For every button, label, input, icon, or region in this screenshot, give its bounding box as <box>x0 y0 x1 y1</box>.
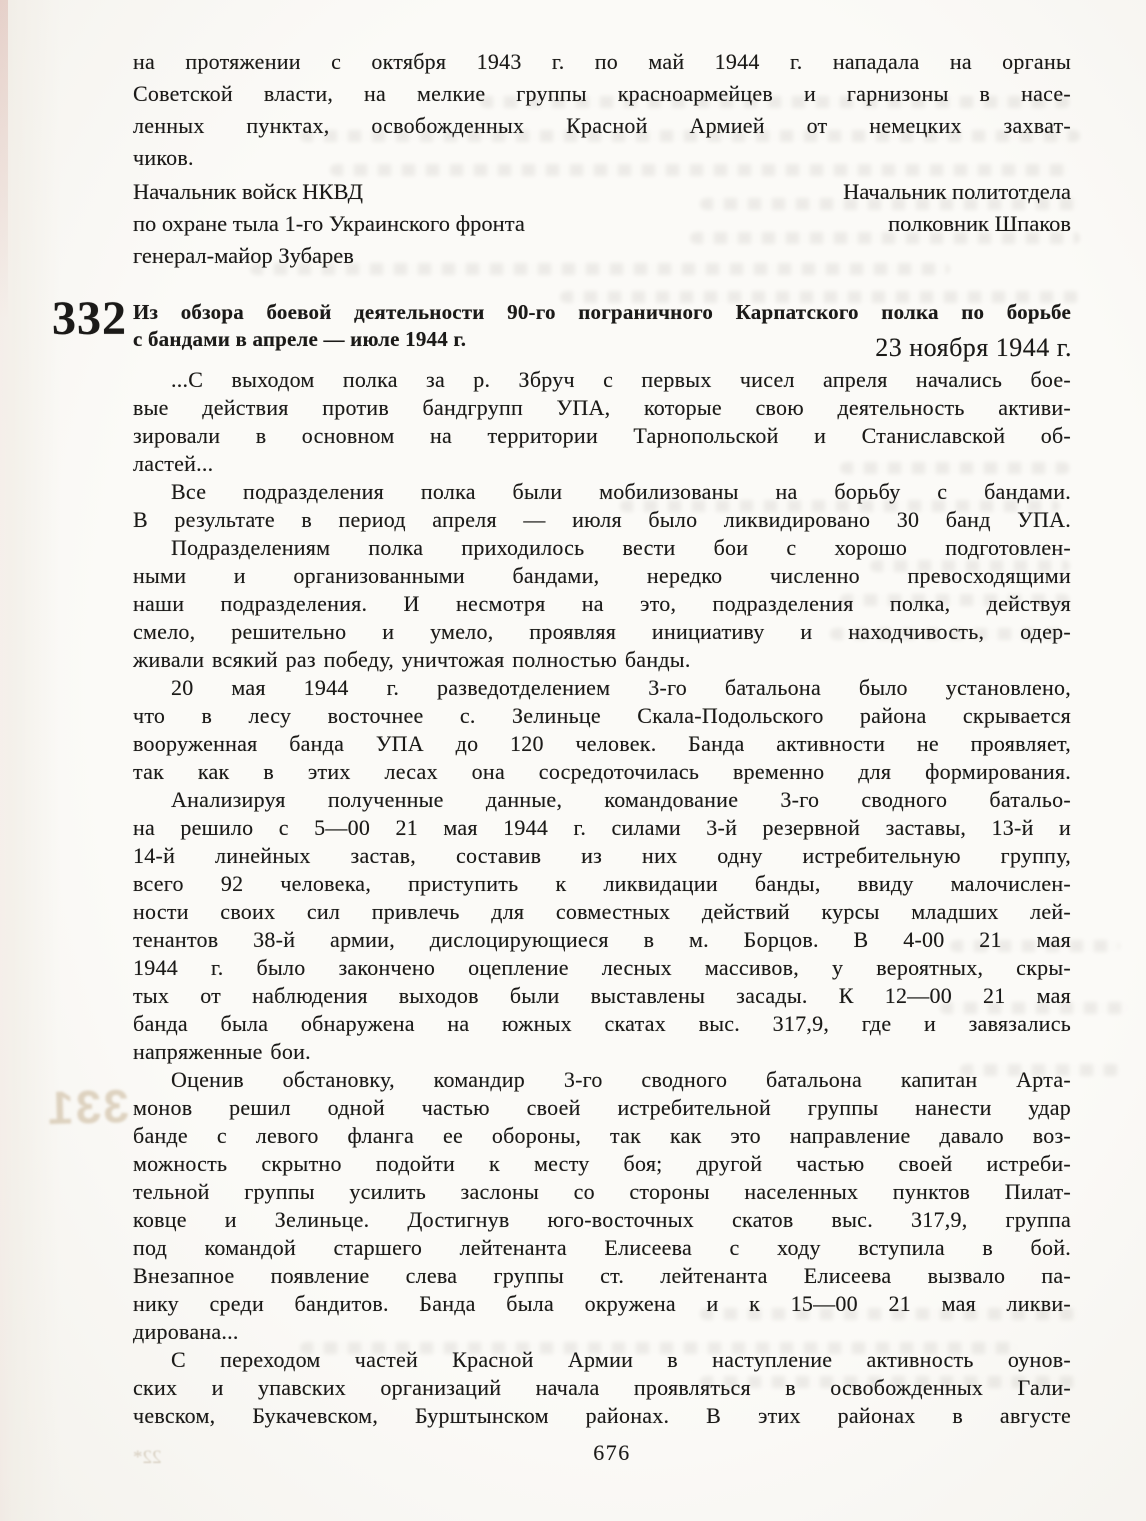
text-line: Внезапное появление слева группы ст. лейтенанта Елисеева вызвало па- <box>133 1263 1071 1288</box>
text-line: банде с левого фланга ее обороны, так как это направление давало воз- <box>133 1123 1071 1148</box>
text-line: Все подразделения полка были мобилизованы на борьбу с бандами. <box>171 479 1071 504</box>
scan-edge-tint <box>0 0 8 320</box>
text-line: живали всякий раз победу, уничтожая полностью банды. <box>133 647 691 672</box>
text-line: смело, решительно и умело, проявляя инициативу и находчивость, одер- <box>133 619 1071 644</box>
text-line: зировали в основном на территории Тарнопольской и Станиславской об- <box>133 423 1071 448</box>
text-line: ковце и Зелиньце. Достигнув юго-восточных скатов выс. 317,9, группа <box>133 1207 1071 1232</box>
text-line: на решило с 5—00 21 мая 1944 г. силами 3-й резервной заставы, 13-й и <box>133 815 1071 840</box>
text-line: ными и организованными бандами, нередко численно превосходящими <box>133 563 1071 588</box>
continuation-paragraph <box>133 46 1071 174</box>
text-line: ...С выходом полка за р. Збруч с первых чисел апреля начались бое- <box>171 367 1071 392</box>
text-line: Анализируя полученные данные, командование 3-го сводного батальо- <box>171 787 1071 812</box>
text-line: Подразделениям полка приходилось вести бои с хорошо подготовлен- <box>171 535 1071 560</box>
text-line: что в лесу восточнее с. Зелиньце Скала-Подольского района скрывается <box>133 703 1071 728</box>
text-line: тых от наблюдения выходов были выставлены засады. К 12—00 21 мая <box>133 983 1071 1008</box>
text-line: можность скрытно подойти к месту боя; другой частью своей истреби- <box>133 1151 1071 1176</box>
text-line: вооруженная банда УПА до 120 человек. Банда активности не проявляет, <box>133 731 1071 756</box>
text-line: наши подразделения. И несмотря на это, подразделения полка, действуя <box>133 591 1071 616</box>
text-line: всего 92 человека, приступить к ликвидации банды, ввиду малочислен- <box>133 871 1071 896</box>
text-line: тенантов 38-й армии, дислоцирующиеся в м. Борцов. В 4-00 21 мая <box>133 927 1071 952</box>
document-title-line: Из обзора боевой деятельности 90-го пограничного Карпатского полка по борьбе <box>133 300 1071 324</box>
signature-left: Начальник войск НКВД <box>133 179 364 204</box>
text-line: под командой старшего лейтенанта Елисеева с ходу вступила в бой. <box>133 1235 1071 1260</box>
text-line: В результате в период апреля — июля было ликвидировано 30 банд УПА. <box>133 507 1071 532</box>
text-line: чевском, Букачевском, Бурштынском районах. В этих районах в августе <box>133 1403 1071 1428</box>
text-line: чиков. <box>133 145 194 170</box>
text-line: так как в этих лесах она сосредоточилась временно для формирования. <box>133 759 1071 784</box>
text-line: 1944 г. было закончено оцепление лесных массивов, у вероятных, скры- <box>133 955 1071 980</box>
text-line: Советской власти, на мелкие группы красноармейцев и гарнизоны в насе- <box>133 81 1071 106</box>
text-line: тельной группы усилить заслоны со стороны населенных пунктов Пилат- <box>133 1179 1071 1204</box>
text-line: нику среди бандитов. Банда была окружена и к 15—00 21 мая ликви- <box>133 1291 1071 1316</box>
text-line: банда была обнаружена на южных скатах выс. 317,9, где и завязались <box>133 1011 1071 1036</box>
text-line: ленных пунктах, освобожденных Красной Армией от немецких захват- <box>133 113 1071 138</box>
document-date: 23 ноября 1944 г. <box>875 333 1072 362</box>
signature-row <box>133 176 1071 208</box>
ghost-margin-number: 331 <box>45 1079 130 1135</box>
text-line: С переходом частей Красной Армии в наступление активность оунов- <box>171 1347 1071 1372</box>
signature-left: по охране тыла 1-го Украинского фронта <box>133 211 525 236</box>
document-number: 332 <box>52 292 127 345</box>
signature-right: полковник Шпаков <box>888 211 1071 236</box>
text-line: Оценив обстановку, командир 3-го сводного батальона капитан Арта- <box>171 1067 1071 1092</box>
text-line: напряженные бои. <box>133 1039 311 1064</box>
text-line: вые действия против бандгрупп УПА, которые свою деятельность активи- <box>133 395 1071 420</box>
signature-block <box>133 176 1071 272</box>
text-line: 14-й линейных застав, составив из них одну истребительную группу, <box>133 843 1071 868</box>
signature-row <box>133 208 1071 240</box>
text-line: монов решил одной частью своей истребительной группы нанести удар <box>133 1095 1071 1120</box>
document-title-line: с бандами в апреле — июле 1944 г. <box>133 327 467 351</box>
signature-right: Начальник политотдела <box>843 179 1071 204</box>
ghost-signature-mark: 22* <box>133 1447 162 1468</box>
page-number: 676 <box>593 1440 631 1465</box>
text-line: ластей... <box>133 451 214 476</box>
signature-left: генерал-майор Зубарев <box>133 243 354 268</box>
text-line: ских и упавских организаций начала проявляться в освобожденных Гали- <box>133 1375 1071 1400</box>
text-line: дирована... <box>133 1319 239 1344</box>
text-line: ности своих сил привлечь для совместных действий курсы младших лей- <box>133 899 1071 924</box>
text-line: 20 мая 1944 г. разведотделением 3-го батальона было установлено, <box>171 675 1071 700</box>
document-body <box>133 366 1071 1430</box>
text-line: на протяжении с октября 1943 г. по май 1944 г. нападала на органы <box>133 49 1071 74</box>
signature-row <box>133 240 1071 272</box>
